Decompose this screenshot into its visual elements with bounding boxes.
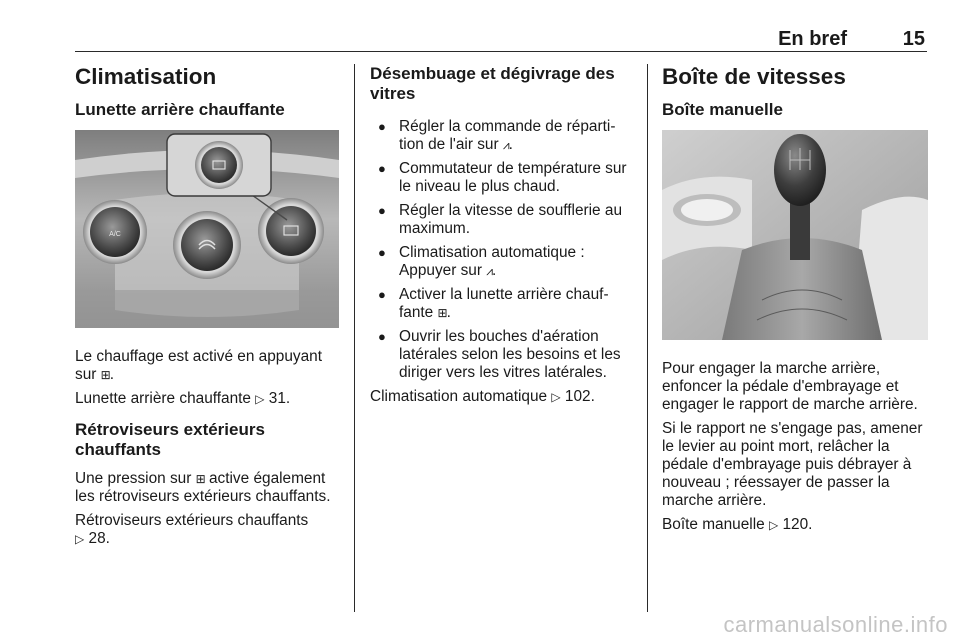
paragraph-mirrors: Une pression sur ⊞ active également les rétroviseurs extérieurs chauffants.	[75, 470, 331, 505]
list-item: ● Ouvrir les bouches d'aération latérales selon les besoins et les diriger vers les vitres latérales.	[370, 328, 634, 382]
windscreen-defrost-icon: ⩘	[486, 264, 493, 278]
page-link[interactable]: 28.	[88, 530, 110, 547]
column-climatisation	[75, 64, 339, 554]
column-transmission	[662, 64, 928, 540]
column-divider	[354, 64, 355, 612]
climate-controls-figure	[75, 130, 339, 328]
chapter-heading-transmission: Boîte de vitesses	[662, 64, 846, 89]
rear-window-heating-icon: ⊞	[100, 368, 110, 382]
chapter-heading-climatisation: Climatisation	[75, 64, 217, 89]
list-item: ● Activer la lunette arrière chauffante ⊞.	[370, 286, 634, 322]
page-header	[75, 28, 927, 52]
rear-window-heating-icon: ⊞	[437, 306, 447, 320]
page-link[interactable]: 31.	[268, 390, 291, 407]
gear-lever-figure	[662, 130, 928, 340]
climate-controls-illustration	[75, 130, 339, 328]
page-link[interactable]: 102.	[564, 388, 595, 405]
gear-lever-illustration	[662, 130, 928, 340]
reference-arrow-icon: ▷	[255, 392, 265, 406]
list-item: ● Régler la vitesse de soufflerie au maximum.	[370, 202, 634, 238]
watermark: carmanualsonline.info	[723, 612, 948, 637]
paragraph-reverse: Pour engager la marche arrière, enfoncer la pédale d'embrayage et engager le rapport de marche arrière.	[662, 360, 918, 413]
section-title: En bref	[778, 28, 847, 50]
defrost-steps-list	[370, 118, 634, 382]
subheading-defrost: Désembuage et dégivrage des vitres	[370, 64, 615, 103]
column-divider	[647, 64, 648, 612]
column-defrost	[370, 64, 634, 412]
paragraph-heating: Le chauffage est activé en appuyant sur ⊞.	[75, 348, 323, 383]
list-item: ● Régler la commande de répartition de l'air sur ⩘.	[370, 118, 634, 154]
reference-arrow-icon: ▷	[75, 532, 85, 546]
rear-window-heating-icon: ⊞	[195, 472, 205, 486]
paragraph-reverse-retry: Si le rapport ne s'engage pas, amener le levier au point mort, relâcher la pédale d'embrayage puis débrayer à nouveau ; réessayer de passer la marche arrière.	[662, 420, 923, 509]
subheading-mirrors: Rétroviseurs extérieurs chauffants	[75, 420, 265, 459]
windscreen-defrost-icon: ⩘	[502, 138, 509, 152]
reference-rear-window: Lunette arrière chauffante ▷ 31.	[75, 390, 291, 407]
list-item: ● Commutateur de température sur le niveau le plus chaud.	[370, 160, 634, 196]
subheading-rear-window: Lunette arrière chauffante	[75, 100, 285, 119]
reference-auto-climate: Climatisation automatique ▷ 102.	[370, 388, 595, 405]
reference-arrow-icon: ▷	[768, 518, 779, 532]
reference-arrow-icon: ▷	[551, 390, 561, 404]
reference-manual: Boîte manuelle ▷ 120.	[662, 516, 813, 533]
page-number: 15	[902, 28, 925, 50]
subheading-manual: Boîte manuelle	[662, 100, 783, 119]
page-link[interactable]: 120.	[782, 516, 813, 533]
reference-mirrors: Rétroviseurs extérieurs chauffants ▷ 28.	[75, 512, 309, 547]
list-item: ● Climatisation automatique : Appuyer sur ⩘.	[370, 244, 634, 280]
ac-button-label: A/C	[109, 231, 121, 238]
